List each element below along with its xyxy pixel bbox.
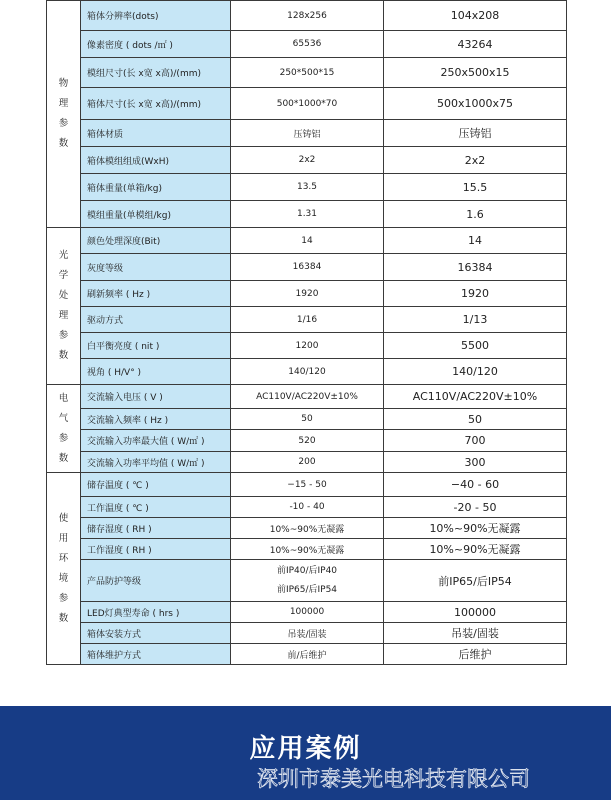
spec-value-model-2: 16384 <box>384 254 567 281</box>
spec-row <box>47 307 567 333</box>
spec-value-line: 前IP65/后IP54 <box>276 584 338 595</box>
spec-value-model-2: 700 <box>384 430 567 452</box>
spec-table <box>46 0 567 665</box>
spec-value-model-2: 10%~90%无凝露 <box>384 539 567 560</box>
spec-value-model-1: 14 <box>231 228 384 254</box>
spec-value-model-2: 104x208 <box>384 1 567 31</box>
banner-title: 应用案例 <box>249 734 362 764</box>
spec-label: 产品防护等级 <box>81 560 231 602</box>
spec-value-model-2: -20 - 50 <box>384 497 567 518</box>
spec-value-model-1: 100000 <box>231 602 384 623</box>
spec-value-model-1 <box>231 560 384 602</box>
spec-label: 箱体尺寸(长 x宽 x高)/(mm) <box>81 88 231 120</box>
spec-value-model-2: 500x1000x75 <box>384 88 567 120</box>
spec-label: 箱体分辨率(dots) <box>81 1 231 31</box>
spec-label: 交流输入电压 ( V ) <box>81 385 231 409</box>
spec-row <box>47 539 567 560</box>
group-label-cell <box>47 1 81 228</box>
spec-value-model-2: 1.6 <box>384 201 567 228</box>
spec-value-model-1: 1200 <box>231 333 384 359</box>
spec-value-model-1: 500*1000*70 <box>231 88 384 120</box>
spec-label: 储存湿度 ( RH ) <box>81 518 231 539</box>
spec-row <box>47 58 567 88</box>
spec-table-body <box>47 1 567 665</box>
spec-value-model-2: 2x2 <box>384 147 567 174</box>
company-watermark: 深圳市泰美光电科技有限公司 <box>257 767 530 791</box>
spec-row <box>47 473 567 497</box>
spec-value-model-2: 250x500x15 <box>384 58 567 88</box>
spec-value-model-1: 13.5 <box>231 174 384 201</box>
spec-row <box>47 120 567 147</box>
spec-label: 箱体维护方式 <box>81 644 231 665</box>
spec-value-model-2: 10%~90%无凝露 <box>384 518 567 539</box>
spec-label: 箱体重量(单箱/kg) <box>81 174 231 201</box>
application-cases-banner <box>0 706 611 800</box>
spec-value-model-1: 520 <box>231 430 384 452</box>
spec-label: 像素密度 ( dots /㎡ ) <box>81 31 231 58</box>
spec-value-model-2: 43264 <box>384 31 567 58</box>
spec-row <box>47 281 567 307</box>
spec-value-model-1: 128x256 <box>231 1 384 31</box>
spec-value-model-1: 1.31 <box>231 201 384 228</box>
group-label-cell <box>47 473 81 665</box>
spec-value-model-2: 1920 <box>384 281 567 307</box>
spec-label: 刷新频率 ( Hz ) <box>81 281 231 307</box>
group-label-cell <box>47 385 81 473</box>
spec-value-model-2: 前IP65/后IP54 <box>384 560 567 602</box>
spec-value-model-1: 1920 <box>231 281 384 307</box>
spec-value-model-1: 压铸铝 <box>231 120 384 147</box>
group-label: 光学处理参数 <box>58 250 69 361</box>
spec-row <box>47 174 567 201</box>
spec-value-model-1: 前/后维护 <box>231 644 384 665</box>
spec-row <box>47 31 567 58</box>
spec-value-line: 前IP40/后IP40 <box>276 565 338 576</box>
spec-row <box>47 333 567 359</box>
spec-row <box>47 497 567 518</box>
spec-row <box>47 88 567 120</box>
spec-value-model-2: 300 <box>384 452 567 473</box>
spec-row <box>47 560 567 602</box>
group-label-cell <box>47 228 81 385</box>
spec-value-model-1: 200 <box>231 452 384 473</box>
spec-label: 视角 ( H/V° ) <box>81 359 231 385</box>
spec-label: 箱体模组组成(WxH) <box>81 147 231 174</box>
spec-value-model-2: 140/120 <box>384 359 567 385</box>
spec-value-model-2: 100000 <box>384 602 567 623</box>
spec-value-model-1: 10%~90%无凝露 <box>231 518 384 539</box>
spec-value-model-2: 5500 <box>384 333 567 359</box>
spec-label: 工作温度 ( ℃ ) <box>81 497 231 518</box>
spec-value-model-2: 吊装/固装 <box>384 623 567 644</box>
spec-value-model-1: −15 - 50 <box>231 473 384 497</box>
spec-label: 交流输入功率最大值 ( W/㎡ ) <box>81 430 231 452</box>
spec-value-model-2: 14 <box>384 228 567 254</box>
spec-row <box>47 359 567 385</box>
spec-row <box>47 644 567 665</box>
spec-label: LED灯典型寿命 ( hrs ) <box>81 602 231 623</box>
spec-row <box>47 385 567 409</box>
spec-row <box>47 430 567 452</box>
spec-label: 灰度等级 <box>81 254 231 281</box>
spec-value-model-1: 2x2 <box>231 147 384 174</box>
spec-value-model-2: 50 <box>384 409 567 430</box>
spec-label: 箱体材质 <box>81 120 231 147</box>
spec-label: 白平衡亮度 ( nit ) <box>81 333 231 359</box>
spec-value-model-1: AC110V/AC220V±10% <box>231 385 384 409</box>
spec-row <box>47 1 567 31</box>
spec-value-model-1: 16384 <box>231 254 384 281</box>
spec-value-model-2: 1/13 <box>384 307 567 333</box>
spec-row <box>47 602 567 623</box>
spec-label: 交流输入频率 ( Hz ) <box>81 409 231 430</box>
spec-row <box>47 452 567 473</box>
spec-row <box>47 228 567 254</box>
spec-value-model-1: 1/16 <box>231 307 384 333</box>
spec-value-model-1: 10%~90%无凝露 <box>231 539 384 560</box>
spec-label: 颜色处理深度(Bit) <box>81 228 231 254</box>
spec-value-model-1: 吊装/固装 <box>231 623 384 644</box>
spec-row <box>47 254 567 281</box>
spec-label: 储存温度 ( ℃ ) <box>81 473 231 497</box>
group-label: 物理参数 <box>58 78 69 149</box>
spec-row <box>47 518 567 539</box>
spec-label: 驱动方式 <box>81 307 231 333</box>
spec-row <box>47 147 567 174</box>
spec-value-model-2: 15.5 <box>384 174 567 201</box>
spec-label: 模组尺寸(长 x宽 x高)/(mm) <box>81 58 231 88</box>
spec-value-model-1: 50 <box>231 409 384 430</box>
group-label: 使用环境参数 <box>58 512 69 624</box>
spec-label: 交流输入功率平均值 ( W/㎡ ) <box>81 452 231 473</box>
spec-value-model-2: AC110V/AC220V±10% <box>384 385 567 409</box>
spec-value-model-1: 65536 <box>231 31 384 58</box>
spec-value-model-2: −40 - 60 <box>384 473 567 497</box>
spec-value-model-1: 140/120 <box>231 359 384 385</box>
spec-row <box>47 201 567 228</box>
spec-row <box>47 409 567 430</box>
group-label: 电气参数 <box>58 392 69 464</box>
spec-row <box>47 623 567 644</box>
spec-value-model-1: 250*500*15 <box>231 58 384 88</box>
spec-label: 模组重量(单模组/kg) <box>81 201 231 228</box>
spec-label: 工作湿度 ( RH ) <box>81 539 231 560</box>
spec-label: 箱体安装方式 <box>81 623 231 644</box>
spec-value-model-1: -10 - 40 <box>231 497 384 518</box>
spec-value-model-2: 压铸铝 <box>384 120 567 147</box>
spec-value-model-2: 后维护 <box>384 644 567 665</box>
